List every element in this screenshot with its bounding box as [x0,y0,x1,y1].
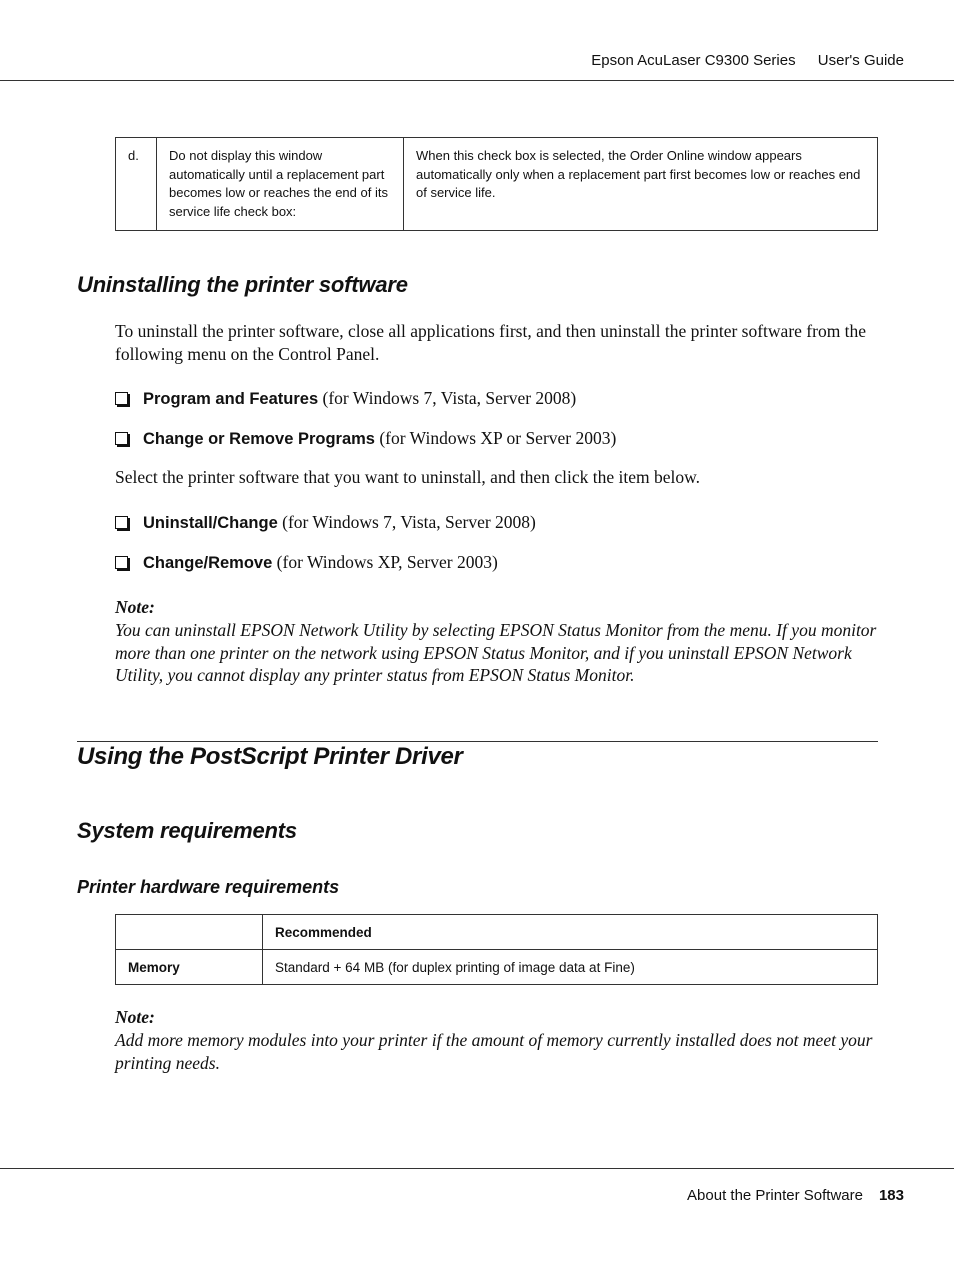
footer-rule [0,1168,954,1169]
postscript-heading: Using the PostScript Printer Driver [77,743,463,770]
checkbox-bullet-icon [115,392,128,405]
header-blank-cell [116,915,263,950]
action-item-label: Uninstall/Change [143,514,278,532]
table-row [116,950,878,985]
header-guide: User's Guide [817,52,904,69]
header-product: Epson AcuLaser C9300 Series [591,52,796,69]
page-footer [687,1187,904,1204]
header-recommended: Recommended [263,915,878,950]
row-label-memory: Memory [116,950,263,985]
row-id: d. [116,138,157,231]
header-rule [0,80,954,81]
note-label: Note: [115,597,155,617]
hardware-requirements-heading: Printer hardware requirements [77,877,340,897]
note-label: Note: [115,1007,155,1027]
row-description: When this check box is selected, the Order Online window appears automatically only when a replacement part first becomes low or reaches end of service life. [404,138,878,231]
select-text: Select the printer software that you want to uninstall, and then click the item below. [115,467,700,487]
requirements-table [115,914,878,985]
row-value-memory: Standard + 64 MB (for duplex printing of image data at Fine) [263,950,878,985]
uninstall-heading: Uninstalling the printer software [77,272,408,297]
action-item-detail: (for Windows XP, Server 2003) [272,552,498,572]
checkbox-bullet-icon [115,556,128,569]
row-item: Do not display this window automatically until a replacement part becomes low or reaches the end of its service life check box: [157,138,404,231]
list-item [115,552,498,573]
menu-item-detail: (for Windows XP or Server 2003) [374,428,617,448]
list-item [115,428,616,449]
list-item [115,512,536,533]
page-header [591,52,904,69]
menu-item-label: Change or Remove Programs [143,430,375,448]
page-number: 183 [878,1187,904,1204]
section-rule [77,741,878,742]
menu-item-label: Program and Features [143,390,319,408]
footer-section: About the Printer Software [687,1187,863,1204]
action-item-label: Change/Remove [143,554,273,572]
action-item-detail: (for Windows 7, Vista, Server 2008) [277,512,536,532]
menu-item-detail: (for Windows 7, Vista, Server 2008) [318,388,577,408]
table-header-row [116,915,878,950]
checkbox-bullet-icon [115,432,128,445]
system-requirements-heading: System requirements [77,818,297,843]
settings-table [115,137,878,231]
note-text: You can uninstall EPSON Network Utility by selecting EPSON Status Monitor from the menu. If you monitor more than one printer on the network using EPSON Status Monitor, and if you uninstall EPSON Network Utility, you cannot display any printer status from EPSON Status Monitor. [115,620,877,685]
checkbox-bullet-icon [115,516,128,529]
list-item [115,388,576,409]
uninstall-intro: To uninstall the printer software, close all applications first, and then uninstall the printer software from the following menu on the Control Panel. [115,321,867,364]
table-row [116,138,878,231]
note-text: Add more memory modules into your printer if the amount of memory currently installed does not meet your printing needs. [115,1030,873,1073]
